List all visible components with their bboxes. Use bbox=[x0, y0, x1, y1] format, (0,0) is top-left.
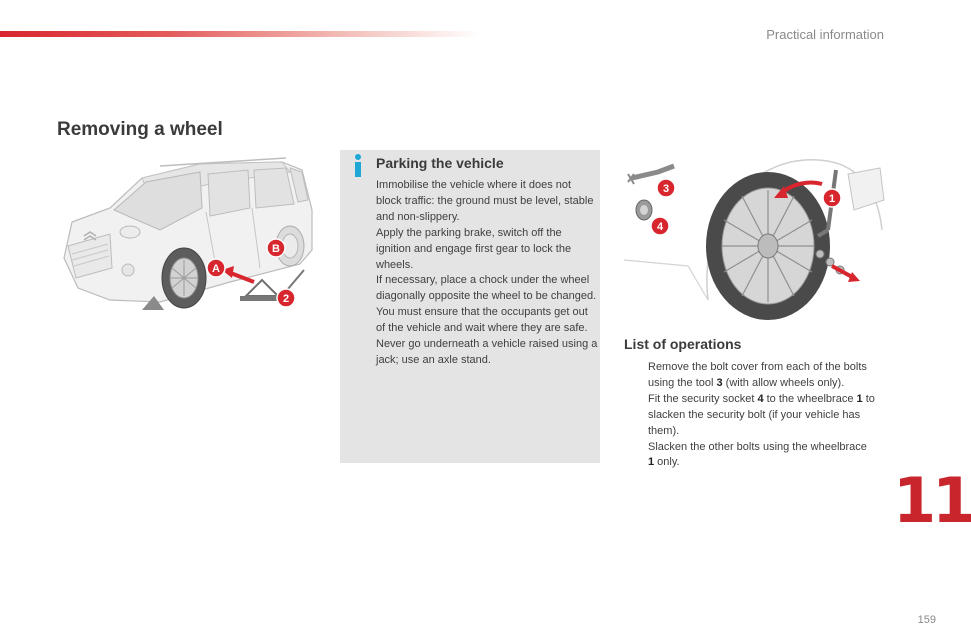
callout-3 bbox=[657, 179, 675, 197]
section-header: Practical information bbox=[766, 27, 884, 42]
info-paragraph: Never go underneath a vehicle raised using a jack; use an axle stand. bbox=[376, 338, 598, 366]
callout-2 bbox=[277, 289, 295, 307]
wheel-bolts-illustration bbox=[618, 150, 890, 320]
header-accent-bar bbox=[0, 31, 480, 37]
svg-text:A: A bbox=[212, 263, 220, 275]
chapter-number: 11 bbox=[893, 464, 971, 537]
info-box-title: Parking the vehicle bbox=[376, 155, 504, 171]
operations-list bbox=[624, 360, 876, 471]
svg-text:4: 4 bbox=[656, 221, 664, 233]
svg-text:3: 3 bbox=[662, 183, 670, 195]
svg-text:1: 1 bbox=[828, 193, 836, 205]
info-icon bbox=[350, 153, 366, 179]
operations-title: List of operations bbox=[624, 336, 742, 352]
callout-a bbox=[207, 259, 225, 277]
info-box-text bbox=[376, 178, 598, 369]
info-paragraph: If necessary, place a chock under the wheel diagonally opposite the wheel to be changed. bbox=[376, 274, 597, 303]
list-item: Remove the bolt cover from each of the bolts using the tool 3 (with allow wheels only). bbox=[648, 361, 867, 389]
page-number: 159 bbox=[917, 614, 936, 626]
info-paragraph: Immobilise the vehicle where it does not block traffic: the ground must be level, stable and non-slippery. bbox=[376, 179, 594, 223]
callout-1 bbox=[823, 189, 841, 207]
info-paragraph: You must ensure that the occupants get out of the vehicle and wait where they are safe. bbox=[376, 306, 588, 335]
info-paragraph: Apply the parking brake, switch off the ignition and engage first gear to lock the wheels. bbox=[376, 226, 572, 271]
list-item: Fit the security socket 4 to the wheelbrace 1 to slacken the security bolt (if your vehicle has them). bbox=[648, 392, 875, 437]
svg-text:B: B bbox=[272, 243, 280, 255]
callout-4 bbox=[651, 217, 669, 235]
car-jack-illustration bbox=[50, 150, 322, 325]
callout-b bbox=[267, 239, 285, 257]
page-title: Removing a wheel bbox=[57, 119, 223, 140]
svg-text:2: 2 bbox=[282, 293, 290, 305]
list-item: Slacken the other bolts using the wheelbrace 1 only. bbox=[648, 440, 867, 469]
